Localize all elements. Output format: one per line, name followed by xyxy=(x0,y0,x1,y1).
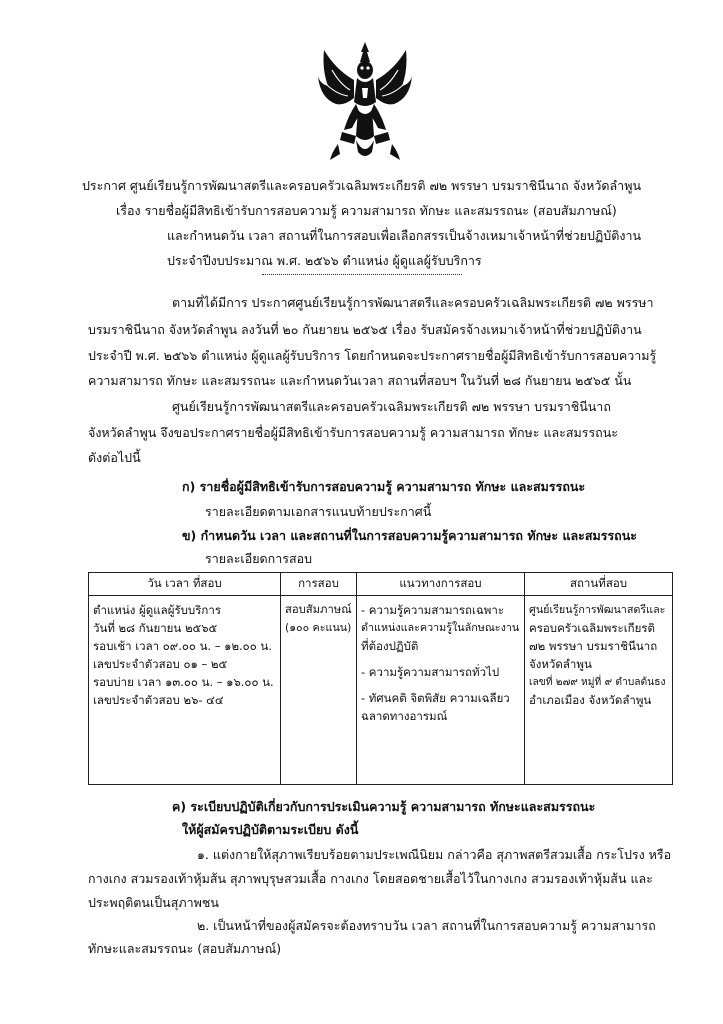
section-b-title: ข) กำหนดวัน เวลา และสถานที่ในการสอบความรู้ความสามารถ ทักษะ และสมรรถนะ xyxy=(182,528,637,543)
table-header-cell: วัน เวลา ที่สอบ xyxy=(89,573,281,596)
exam-datetime-cell xyxy=(89,596,281,785)
body-p2-line-1: ศูนย์เรียนรู้การพัฒนาสตรีและครอบครัวเฉลิมพระเกียรติ ๗๒ พรรษา บรมราชินีนาถ xyxy=(172,399,611,414)
afternoon-session-text: รอบบ่าย เวลา ๑๓.๐๐ น. – ๑๖.๐๐ น. xyxy=(93,675,274,689)
section-c-item1-line-1: ๑. แต่งกายให้สุภาพเรียบร้อยตามประเพณีนิยม กล่าวคือ สุภาพสตรีสวมเสื้อ กระโปรง หรือ xyxy=(197,847,672,862)
exam-type-text: สอบสัมภาษณ์ xyxy=(285,603,352,616)
location-line: ๗๒ พรรษา บรมราชินีนาถ xyxy=(529,639,658,653)
guideline-item: ที่ต้องปฏิบัติ xyxy=(361,639,419,653)
section-a-detail: รายละเอียดตามเอกสารแนบท้ายประกาศนี้ xyxy=(205,504,432,519)
exam-score-text: (๑๐๐ คะแนน) xyxy=(285,621,352,634)
body-p1-line-1: ตามที่ได้มีการ ประกาศศูนย์เรียนรู้การพัฒนาสตรีและครอบครัวเฉลิมพระเกียรติ ๗๒ พรรษา xyxy=(172,295,654,310)
heading-line-4: ประจำปีงบประมาณ พ.ศ. ๒๕๖๖ ตำแหน่ง ผู้ดูแลผู้รับบริการ xyxy=(167,253,482,268)
location-line: จังหวัดลำพูน xyxy=(529,657,592,671)
morning-session-text: รอบเช้า เวลา ๐๙.๐๐ น. – ๑๒.๐๐ น. xyxy=(93,639,272,653)
morning-ids-text: เลขประจำตัวสอบ ๐๑ – ๒๕ xyxy=(93,657,228,671)
section-c-item1-line-2: กางเกง สวมรองเท้าหุ้มส้น สุภาพบุรุษสวมเสื้อ กางเกง โดยสอดชายเสื้อไว้ในกางเกง สวมรองเท้าหุ้มส้น และ xyxy=(88,871,653,886)
section-a-title: ก) รายชื่อผู้มีสิทธิเข้ารับการสอบความรู้ ความสามารถ ทักษะ และสมรรถนะ xyxy=(182,479,586,494)
heading-line-2: เรื่อง รายชื่อผู้มีสิทธิเข้ารับการสอบความรู้ ความสามารถ ทักษะ และสมรรถนะ (สอบสัมภาษณ์) xyxy=(116,203,617,218)
heading-line-1: ประกาศ ศูนย์เรียนรู้การพัฒนาสตรีและครอบครัวเฉลิมพระเกียรติ ๗๒ พรรษา บรมราชินีนาถ จังหวัดลำพูน xyxy=(82,178,641,193)
guideline-item: - ความรู้ความสามารถเฉพาะ xyxy=(361,603,504,617)
exam-schedule-table xyxy=(88,572,673,785)
exam-date-text: วันที่ ๒๘ กันยายน ๒๕๖๕ xyxy=(93,621,218,635)
guideline-item: ฉลาดทางอารมณ์ xyxy=(361,709,448,723)
table-header-row xyxy=(89,573,673,596)
afternoon-ids-text: เลขประจำตัวสอบ ๒๖- ๔๔ xyxy=(93,693,224,707)
table-header-cell: สถานที่สอบ xyxy=(525,573,673,596)
table-row xyxy=(89,596,673,785)
exam-location-cell xyxy=(525,596,673,785)
location-line: อำเภอเมือง จังหวัดลำพูน xyxy=(529,693,652,707)
guideline-item: - ทัศนคติ จิตพิสัย ความเฉลียว xyxy=(361,691,510,705)
body-p1-line-4: ความสามารถ ทักษะ และสมรรถนะ และกำหนดวันเวลา สถานที่สอบฯ ในวันที่ ๒๘ กันยายน ๒๕๖๕ นั้น xyxy=(88,373,632,388)
exam-guideline-cell xyxy=(357,596,525,785)
position-text: ตำแหน่ง ผู้ดูแลผู้รับบริการ xyxy=(93,603,222,617)
guideline-item: ตำแหน่งและความรู้ในลักษณะงาน xyxy=(361,621,520,634)
guideline-item: - ความรู้ความสามารถทั่วไป xyxy=(361,665,500,679)
section-b-detail: รายละเอียดการสอบ xyxy=(205,551,313,566)
location-line: ครอบครัวเฉลิมพระเกียรติ xyxy=(529,621,656,635)
table-header-cell: การสอบ xyxy=(281,573,357,596)
location-line: เลขที่ ๒๗๙ หมู่ที่ ๙ ตำบลต้นธง xyxy=(529,676,666,688)
section-c-title-2: ให้ผู้สมัครปฏิบัติตามระเบียบ ดังนี้ xyxy=(182,822,359,837)
heading-divider xyxy=(262,274,462,275)
section-c-item2-line-1: ๒. เป็นหน้าที่ของผู้สมัครจะต้องทราบวัน เวลา สถานที่ในการสอบความรู้ ความสามารถ xyxy=(197,918,656,933)
exam-type-cell xyxy=(281,596,357,785)
body-p1-line-2: บรมราชินีนาถ จังหวัดลำพูน ลงวันที่ ๒๐ กันยายน ๒๕๖๕ เรื่อง รับสมัครจ้างเหมาเจ้าหน้าที่ช่วยปฏิบัติงาน xyxy=(88,322,642,337)
section-c-title-1: ค) ระเบียบปฏิบัติเกี่ยวกับการประเมินความรู้ ความสามารถ ทักษะและสมรรถนะ xyxy=(172,799,596,814)
section-c-item2-line-2: ทักษะและสมรรถนะ (สอบสัมภาษณ์) xyxy=(88,941,282,956)
section-c-item1-line-3: ประพฤติตนเป็นสุภาพชน xyxy=(88,895,219,910)
table-header-cell: แนวทางการสอบ xyxy=(357,573,525,596)
body-p1-line-3: ประจำปี พ.ศ. ๒๕๖๖ ตำแหน่ง ผู้ดูแลผู้รับบริการ โดยกำหนดจะประกาศรายชื่อผู้มีสิทธิเข้ารับการสอบความรู้ xyxy=(88,348,657,363)
location-line: ศูนย์เรียนรู้การพัฒนาสตรีและ xyxy=(529,603,666,616)
body-p2-line-3: ดังต่อไปนี้ xyxy=(88,450,141,465)
garuda-emblem-icon xyxy=(318,40,412,160)
body-p2-line-2: จังหวัดลำพูน จึงขอประกาศรายชื่อผู้มีสิทธิเข้ารับการสอบความรู้ ความสามารถ ทักษะ และสมรรถนะ xyxy=(88,425,618,440)
heading-line-3: และกำหนดวัน เวลา สถานที่ในการสอบเพื่อเลือกสรรเป็นจ้างเหมาเจ้าหน้าที่ช่วยปฏิบัติงาน xyxy=(167,228,642,243)
